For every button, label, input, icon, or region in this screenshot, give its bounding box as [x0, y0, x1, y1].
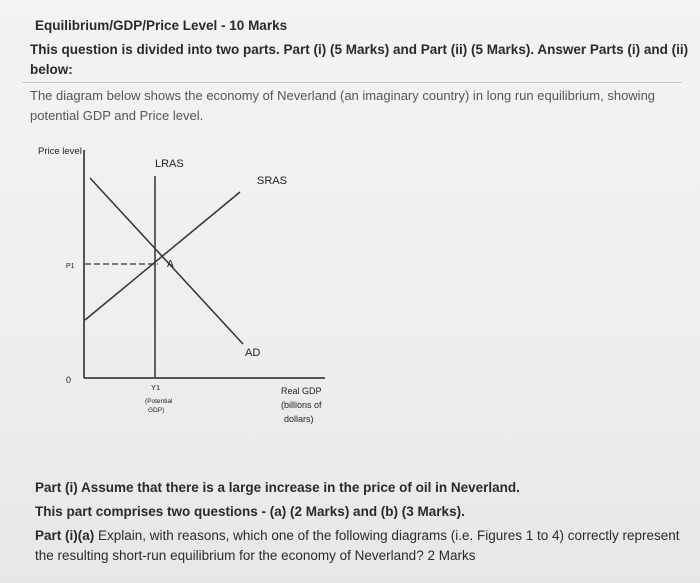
y-axis-label: Price level: [38, 146, 82, 157]
part-i-assumption: Part (i) Assume that there is a large increase in the price of oil in Neverland.: [35, 480, 520, 495]
sras-label: SRAS: [257, 175, 287, 187]
diagram-description: The diagram below shows the economy of Neverland (an imaginary country) in long run equilibrium, showing potential GDP and Price level.: [30, 88, 656, 123]
y1-sub-line-1: (Potential: [145, 398, 173, 405]
x-axis-label-line-3: dollars): [284, 414, 314, 424]
y1-label: Y1: [151, 383, 161, 392]
question-title: Equilibrium/GDP/Price Level - 10 Marks: [35, 18, 288, 33]
part-i-comprises-text: This part comprises two questions - (a) (2 Marks) and (b) (3 Marks).: [35, 504, 465, 519]
part-i-a-prefix: Part (i)(a): [35, 528, 95, 543]
x-axis-label-line-2: (billions of: [281, 400, 322, 410]
p1-label: P1: [66, 263, 75, 270]
y1-sub-line-2: GDP): [148, 407, 165, 414]
part-i-a-question: [35, 526, 695, 566]
part-i-a-text: Explain, with reasons, which one of the following diagrams (i.e. Figures 1 to 4) correctly represent the resulting short-run equilibrium for the economy of Neverland? 2 Marks: [35, 528, 680, 563]
point-a-label: A: [167, 259, 174, 270]
ad-label: AD: [245, 347, 261, 359]
x-axis-label-line-1: Real GDP: [281, 386, 322, 396]
part-i-comprises: [35, 502, 465, 522]
origin-label: 0: [66, 375, 72, 385]
lras-label: LRAS: [155, 158, 184, 170]
question-intro: This question is divided into two parts. Part (i) (5 Marks) and Part (ii) (5 Marks). Answer Parts (i) and (ii) below:: [30, 42, 689, 77]
